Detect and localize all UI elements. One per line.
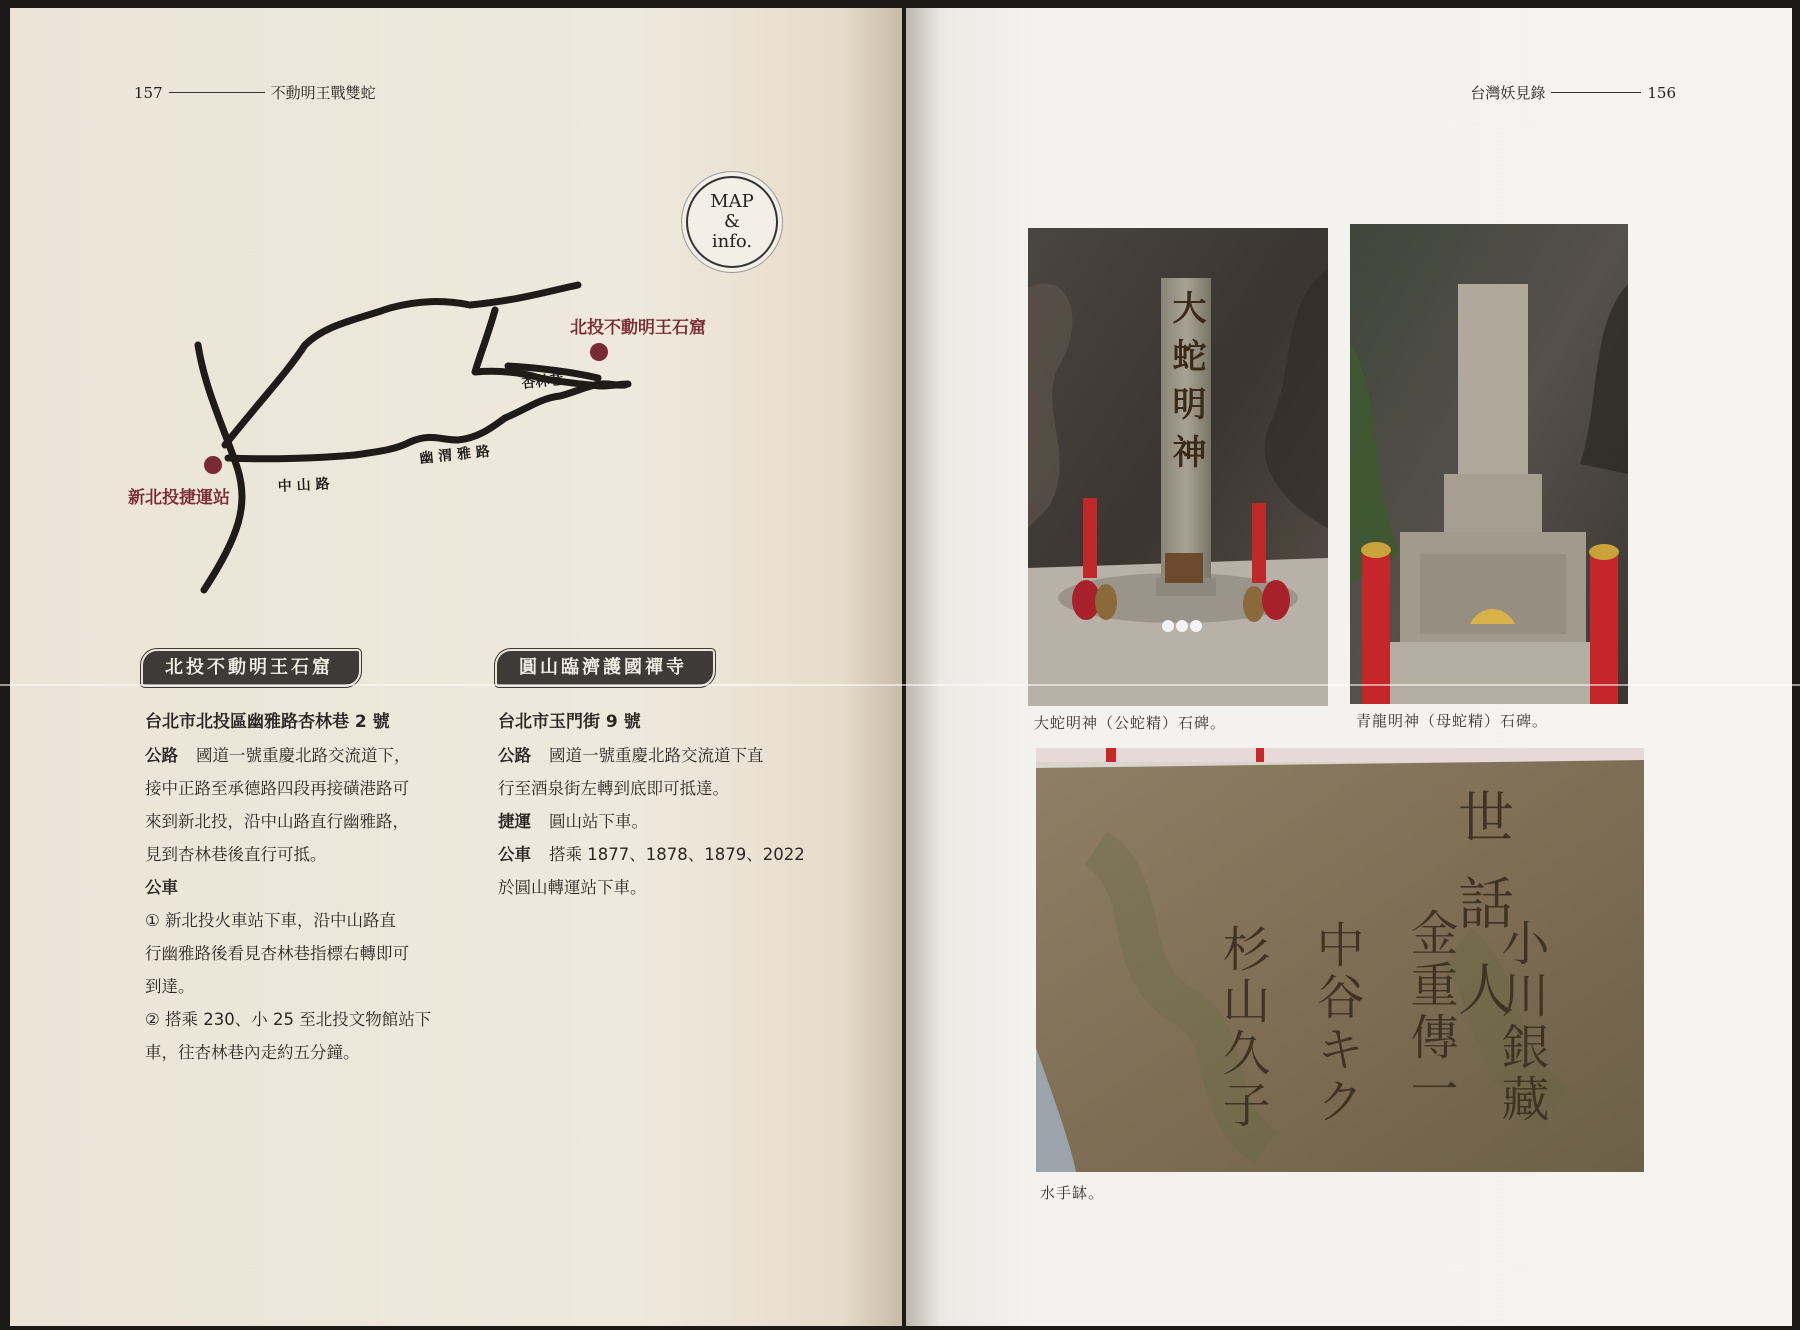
bus-line: 行幽雅路後看見杏林巷指標右轉即可 xyxy=(145,944,409,963)
bus-line: 於圓山轉運站下車。 xyxy=(498,878,647,897)
photo-water-basin xyxy=(1036,748,1644,1172)
caption-photo-2: 青龍明神（母蛇精）石碑。 xyxy=(1356,712,1549,730)
road-line: 來到新北投，沿中山路直行幽雅路， xyxy=(145,812,409,831)
scan-fold-line xyxy=(0,684,1800,686)
info-column-1 xyxy=(145,706,475,1069)
left-running-title: 不動明王戰雙蛇 xyxy=(270,84,376,102)
inscription-col-3: 金重傳一 xyxy=(1402,908,1458,1116)
route-map xyxy=(0,0,900,620)
header-rule xyxy=(1551,92,1641,93)
right-running-title: 台灣妖見錄 xyxy=(1470,84,1546,102)
photo-qinglong-stele xyxy=(1350,224,1628,704)
stele-inscription: 大蛇明神 xyxy=(1166,290,1206,482)
inscription-col-2: 小川銀藏 xyxy=(1493,918,1549,1126)
address-2: 台北市玉門街 9 號 xyxy=(498,712,641,732)
bus-line: 到達。 xyxy=(145,977,195,996)
right-page-number: 156 xyxy=(1647,83,1676,102)
badge-line-1: MAP xyxy=(710,191,754,212)
section-tag-budongmingwang: 北投不動明王石窟 xyxy=(143,651,359,685)
station-marker xyxy=(204,456,222,474)
caption-photo-3: 水手缽。 xyxy=(1040,1184,1105,1202)
inscription-col-1: 世話人 xyxy=(1449,788,1514,1046)
bus-directions-2 xyxy=(498,838,824,871)
bus-line: ② 搭乘 230、小 25 至北投文物館站下 xyxy=(145,1010,432,1029)
bus-line: 車，往杏林巷內走約五分鐘。 xyxy=(145,1043,360,1062)
road-line: 行至酒泉街左轉到底即可抵達。 xyxy=(498,779,729,798)
bus-label: 公車 xyxy=(498,845,531,864)
lane-label: 杏林巷 xyxy=(520,371,565,392)
info-column-2 xyxy=(498,706,824,904)
section-tag-linji-temple: 圓山臨濟護國禪寺 xyxy=(497,651,713,685)
road-line: 接中正路至承德路四段再接磺港路可 xyxy=(145,779,409,798)
caption-photo-1: 大蛇明神（公蛇精）石碑。 xyxy=(1034,714,1227,732)
metro-text: 圓山站下車。 xyxy=(549,812,648,831)
road-label-youya: 幽 渭 雅 路 xyxy=(418,443,491,467)
left-page-number: 157 xyxy=(134,83,163,102)
bus-line: 搭乘 1877、1878、1879、2022 xyxy=(549,845,805,864)
road-line: 見到杏林巷後直行可抵。 xyxy=(145,845,327,864)
station-label: 新北投捷運站 xyxy=(128,488,230,508)
badge-line-3: info. xyxy=(711,231,753,252)
road-line: 國道一號重慶北路交流道下， xyxy=(196,746,411,765)
metro-label: 捷運 xyxy=(498,812,531,831)
inscription-col-5: 杉山久子 xyxy=(1214,924,1270,1132)
bus-line: ① 新北投火車站下車，沿中山路直 xyxy=(145,911,397,930)
bus-label: 公車 xyxy=(145,878,178,897)
road-directions-2 xyxy=(498,739,824,772)
address-1: 台北市北投區幽雅路杏林巷 2 號 xyxy=(145,712,390,732)
destination-marker xyxy=(590,343,608,361)
metro-directions xyxy=(498,805,824,838)
destination-label: 北投不動明王石窟 xyxy=(570,318,706,338)
photo-daishe-stele xyxy=(1028,228,1328,706)
road-line: 國道一號重慶北路交流道下直 xyxy=(549,746,764,765)
road-label: 公路 xyxy=(145,746,178,765)
road-directions-1 xyxy=(145,739,475,772)
map-road-zhongshan xyxy=(228,384,625,459)
road-label-zhongshan: 中 山 路 xyxy=(277,476,330,495)
badge-line-2: & xyxy=(723,211,741,232)
inscription-col-4: 中谷キク xyxy=(1308,920,1364,1128)
map-info-badge xyxy=(686,176,778,268)
road-label: 公路 xyxy=(498,746,531,765)
right-running-head xyxy=(1470,82,1676,103)
